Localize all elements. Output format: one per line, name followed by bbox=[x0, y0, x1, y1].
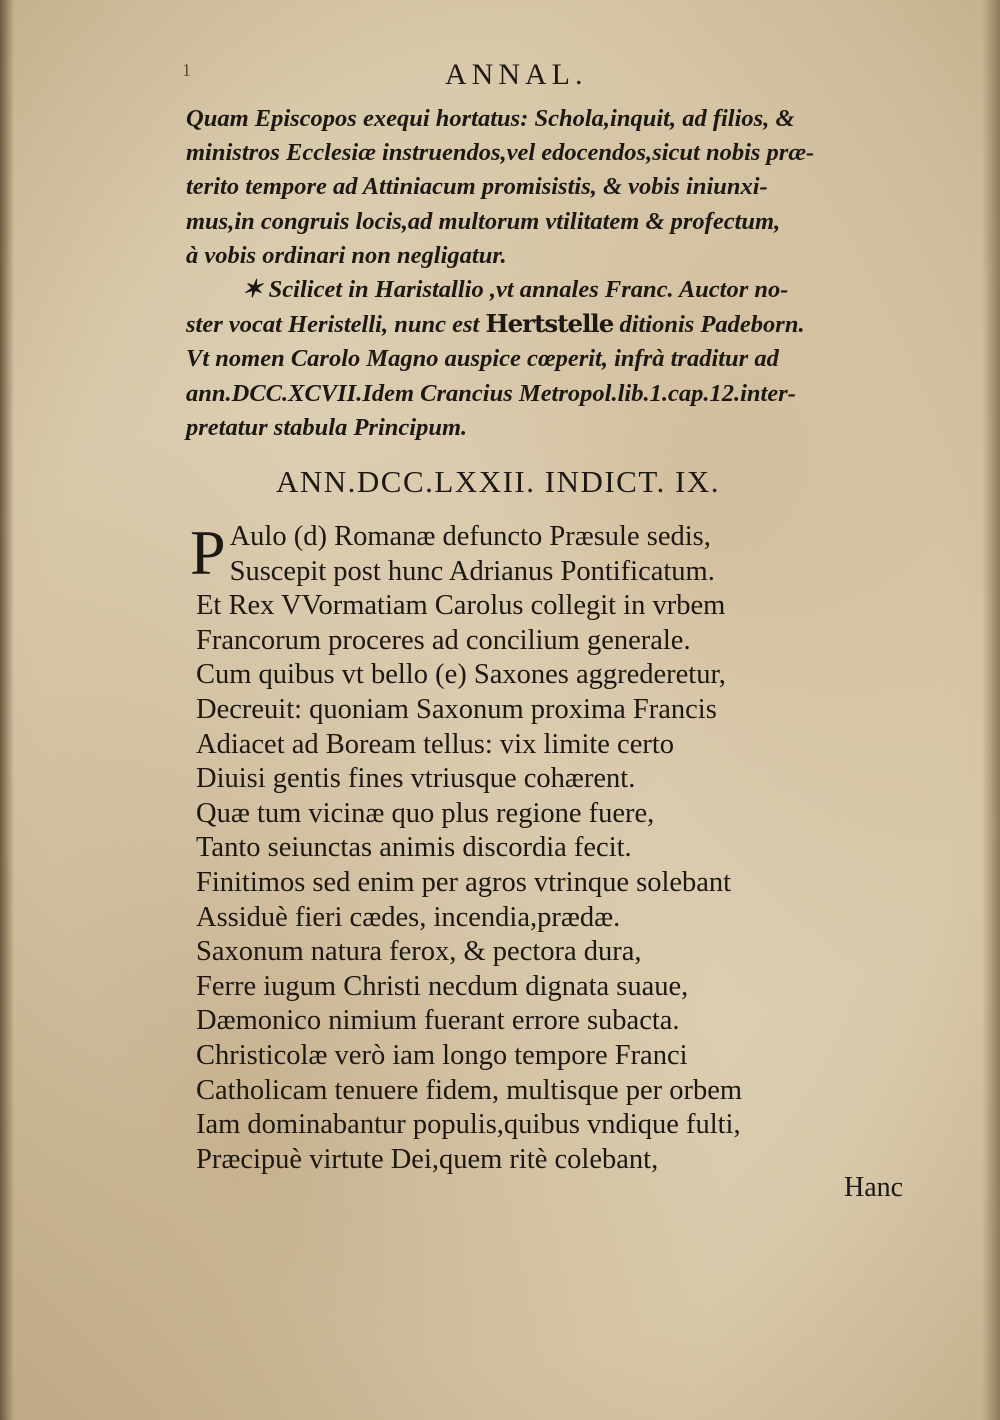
verse-line: Finitimos sed enim per agros vtrinque solebant bbox=[196, 866, 732, 898]
marginal-note bbox=[186, 102, 916, 445]
page-edge-shadow bbox=[982, 0, 1000, 1420]
note-line: terito tempore ad Attiniacum promisistis, & vobis iniunxi- bbox=[186, 173, 768, 201]
page-gutter-shadow bbox=[0, 0, 14, 1420]
catchword: Hanc bbox=[844, 1172, 904, 1203]
note-line: ministros Ecclesiæ instruendos,vel edocendos,sicut nobis præ- bbox=[186, 139, 815, 167]
verse-line: Iam dominabantur populis,quibus vndique fulti, bbox=[196, 1109, 741, 1141]
verse-body bbox=[190, 517, 896, 1177]
verse-line: Assiduè fieri cædes, incendia,prædæ. bbox=[196, 901, 621, 933]
drop-cap: P bbox=[190, 517, 226, 588]
verse-line: Ferre iugum Christi necdum dignata suaue, bbox=[196, 970, 689, 1002]
verse-line: Suscepit post hunc Adrianus Pontificatum. bbox=[229, 555, 715, 587]
verse-line: Cum quibus vt bello (e) Saxones aggrederetur, bbox=[196, 659, 726, 691]
note-text: ditionis Padeborn. bbox=[613, 311, 805, 339]
verse-line: Dæmonico nimium fuerant errore subacta. bbox=[196, 1005, 680, 1037]
verse-line: Quæ tum vicinæ quo plus regione fuere, bbox=[196, 797, 655, 829]
note-text: ster vocat Heristelli, nunc est bbox=[186, 311, 486, 339]
note-line: Vt nomen Carolo Magno auspice cœperit, infrà traditur ad bbox=[186, 345, 779, 373]
page-number: 1 bbox=[182, 60, 191, 80]
note-line: mus,in congruis locis,ad multorum vtilitatem & profectum, bbox=[186, 207, 781, 235]
note-line: ✶ Scilicet in Haristallio ,vt annales Franc. Auctor no- bbox=[242, 276, 789, 304]
verse-line: Catholicam tenuere fidem, multisque per orbem bbox=[196, 1074, 743, 1106]
verse-line: Adiacet ad Boream tellus: vix limite certo bbox=[196, 728, 675, 760]
verse-line: Francorum proceres ad concilium generale. bbox=[196, 624, 691, 656]
verse-line: Saxonum natura ferox, & pectora dura, bbox=[196, 936, 642, 968]
verse-lines bbox=[196, 589, 896, 1177]
running-title: ANNAL. bbox=[445, 58, 588, 91]
note-line-mixed bbox=[186, 307, 916, 342]
verse-line: Christicolæ verò iam longo tempore Franci bbox=[196, 1039, 688, 1071]
verse-line: Tanto seiunctas animis discordia fecit. bbox=[196, 832, 632, 864]
verse-line: Decreuit: quoniam Saxonum proxima Francis bbox=[196, 693, 717, 725]
verse-line: Diuisi gentis fines vtriusque cohærent. bbox=[196, 763, 636, 795]
note-line: Quam Episcopos exequi hortatus: Schola,inquit, ad filios, & bbox=[186, 105, 795, 132]
note-line: ann.DCC.XCVII.Idem Crancius Metropol.lib.1.cap.12.inter- bbox=[186, 379, 796, 407]
year-heading: ANN.DCC.LXXII. INDICT. IX. bbox=[276, 464, 720, 499]
verse-line: Aulo (d) Romanæ defuncto Præsule sedis, bbox=[229, 521, 711, 552]
note-line: pretatur stabula Principum. bbox=[186, 413, 468, 441]
verse-line: Et Rex VVormatiam Carolus collegit in vrbem bbox=[196, 590, 726, 622]
blackletter-word: Hertstelle bbox=[485, 309, 614, 339]
verse-line: Præcipuè virtute Dei,quem ritè colebant, bbox=[196, 1143, 659, 1175]
note-line: à vobis ordinari non negligatur. bbox=[186, 241, 507, 269]
